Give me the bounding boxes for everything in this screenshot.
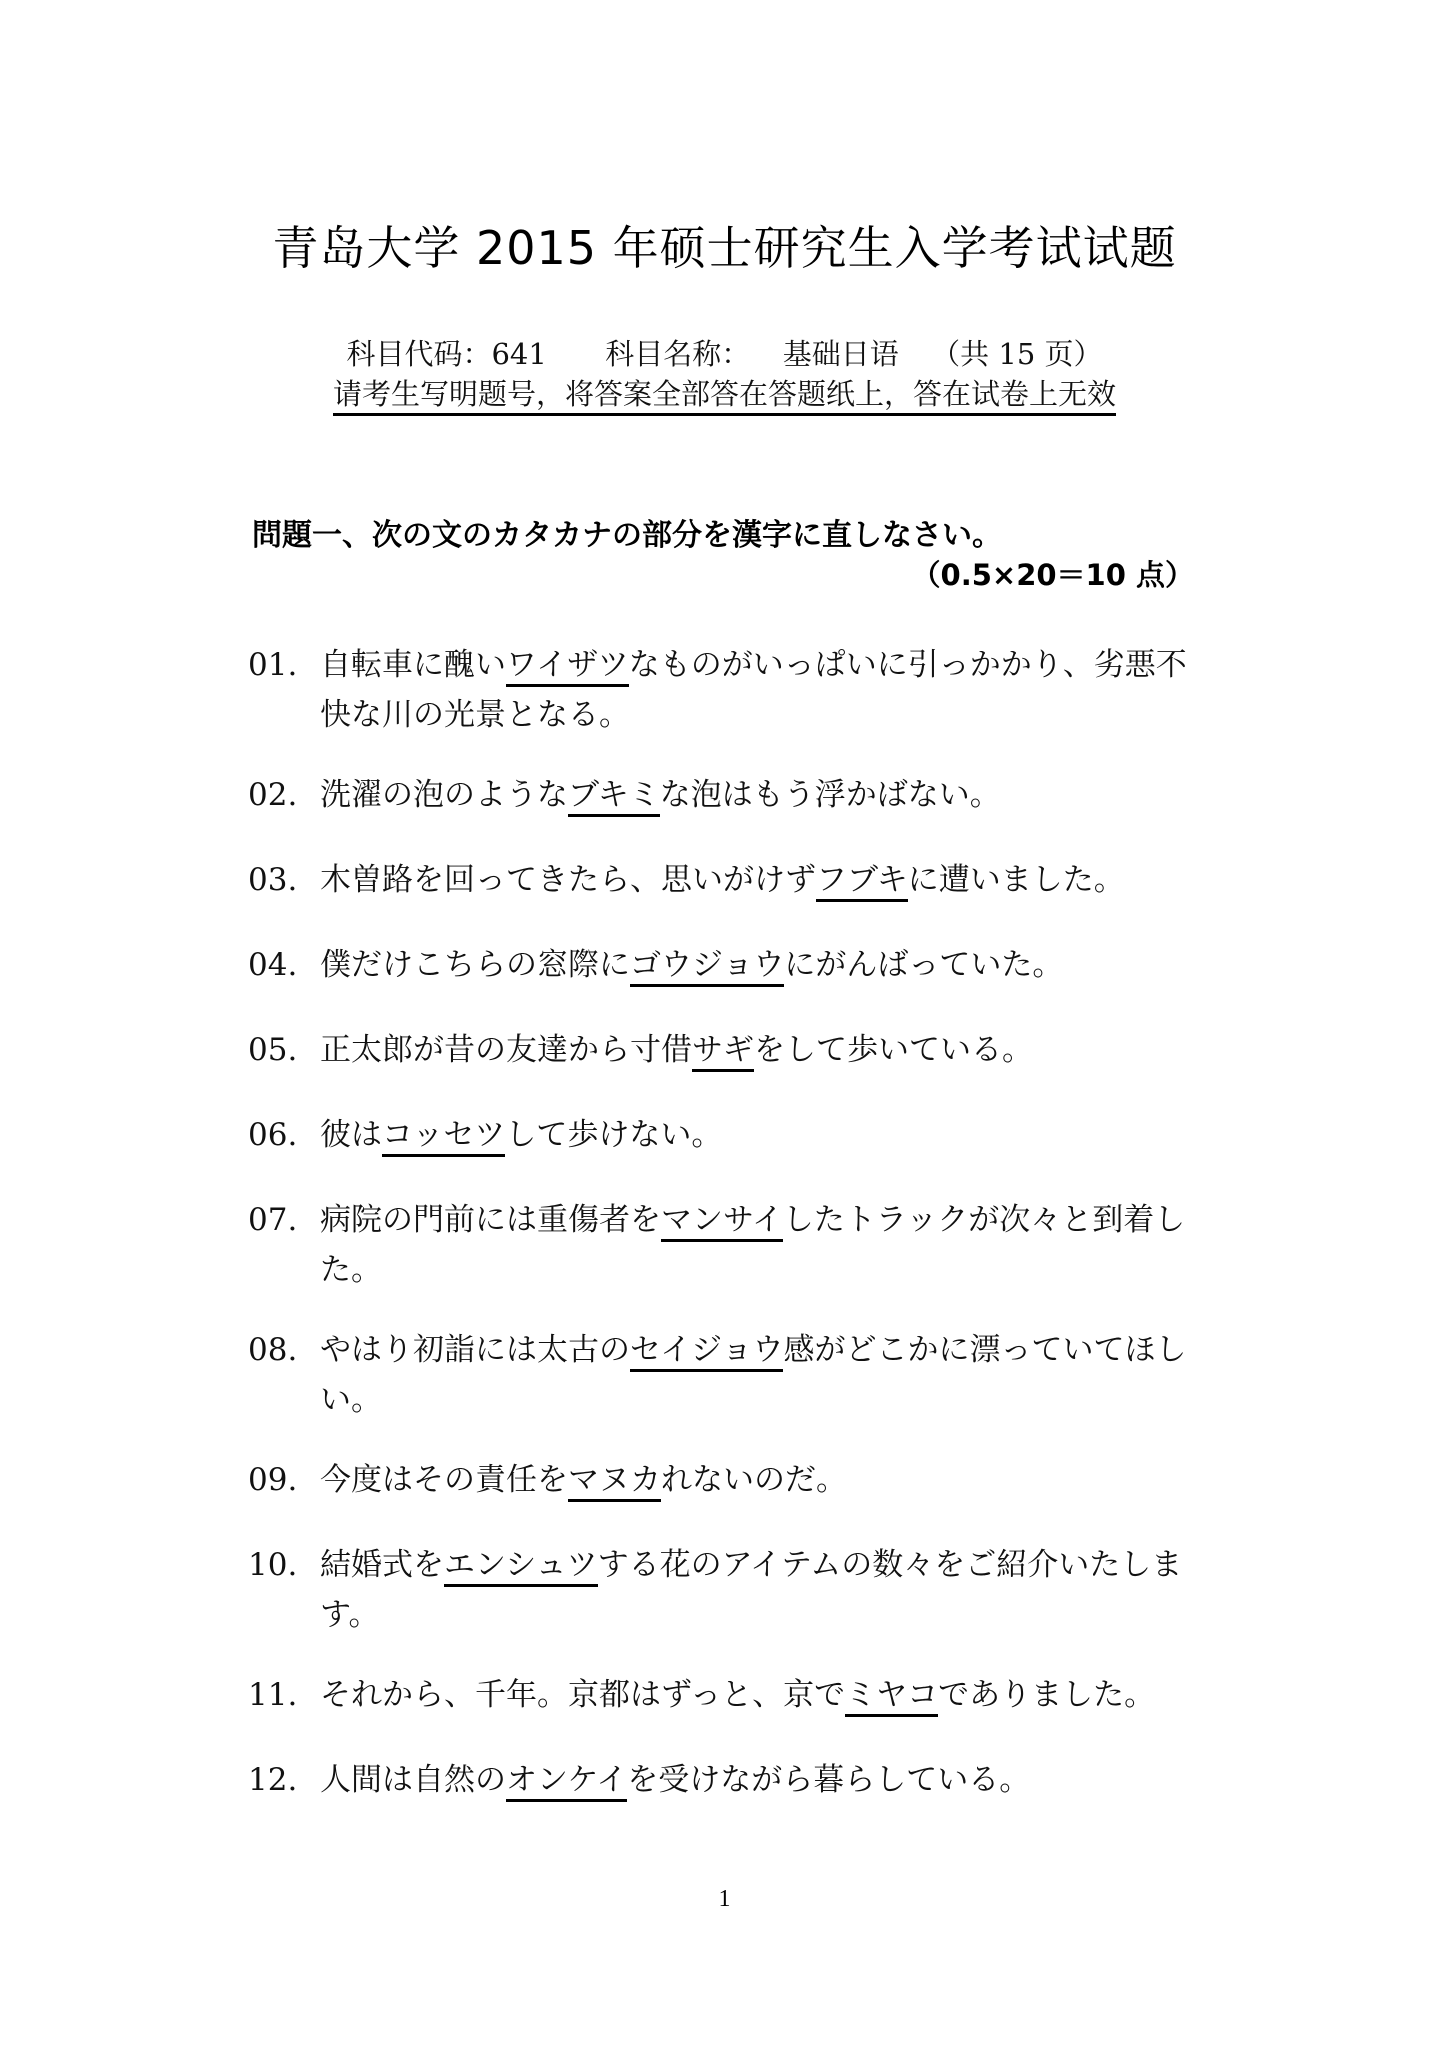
question-item — [248, 1110, 1208, 1160]
question-item — [248, 1025, 1208, 1075]
section-score: （0.5×20＝10 点） — [911, 558, 1194, 592]
question-item — [248, 1670, 1208, 1720]
exam-title: 青岛大学 2015 年硕士研究生入学考试试题 — [272, 221, 1177, 275]
text-after: をして歩いている。 — [754, 1032, 1033, 1068]
question-text — [320, 940, 1208, 990]
question-item — [248, 940, 1208, 990]
subject-code: 科目代码：641 — [346, 337, 547, 371]
question-item — [248, 1455, 1208, 1505]
underlined-katakana: フブキ — [816, 862, 908, 902]
question-number: 08. — [248, 1332, 298, 1368]
question-item — [248, 1195, 1208, 1295]
text-before: それから、千年。京都はずっと、京で — [320, 1677, 846, 1713]
question-text — [320, 1325, 1208, 1425]
text-before: 木曽路を回ってきたら、思いがけず — [320, 862, 816, 898]
question-number: 01. — [248, 647, 298, 683]
text-after: して歩けない。 — [505, 1117, 723, 1153]
text-after: 感がどこかに漂っていてほしい。 — [320, 1332, 1187, 1418]
text-before: 自転車に醜い — [320, 647, 506, 683]
question-text — [320, 1755, 1208, 1805]
text-before: 正太郎が昔の友達から寸借 — [320, 1032, 692, 1068]
underlined-katakana: ゴウジョウ — [630, 947, 784, 987]
underlined-katakana: セイジョウ — [630, 1332, 783, 1372]
underlined-katakana: オンケイ — [506, 1762, 627, 1802]
text-before: 今度はその責任を — [320, 1462, 568, 1498]
question-text — [320, 1540, 1208, 1640]
question-number: 05. — [248, 1032, 298, 1068]
text-after: でありました。 — [938, 1677, 1156, 1713]
underlined-katakana: コッセツ — [382, 1117, 505, 1157]
text-before: 僕だけこちらの窓際に — [320, 947, 630, 983]
question-text — [320, 1195, 1208, 1295]
text-before: やはり初詣には太古の — [320, 1332, 630, 1368]
question-number: 02. — [248, 777, 298, 813]
text-after: したトラックが次々と到着した。 — [320, 1202, 1186, 1288]
text-before: 彼は — [320, 1117, 382, 1153]
question-text — [320, 1670, 1208, 1720]
underlined-katakana: ワイザツ — [506, 647, 629, 687]
question-text — [320, 855, 1208, 905]
section-heading: 問題一、次の文のカタカナの部分を漢字に直しなさい。 — [252, 518, 1002, 553]
question-number: 07. — [248, 1202, 298, 1238]
subject-name: 基础日语 — [782, 337, 899, 371]
underlined-katakana: マヌカ — [568, 1462, 661, 1502]
text-before: 人間は自然の — [320, 1762, 506, 1798]
underlined-katakana: エンシュツ — [444, 1547, 598, 1587]
text-before: 病院の門前には重傷者を — [320, 1202, 661, 1238]
question-number: 10. — [248, 1547, 298, 1583]
question-item — [248, 1755, 1208, 1805]
subject-name-label: 科目名称： — [605, 337, 751, 371]
question-item — [248, 1540, 1208, 1640]
exam-notice — [0, 372, 1449, 413]
text-after: する花のアイテムの数々をご紹介いたします。 — [320, 1547, 1183, 1633]
text-before: 結婚式を — [320, 1547, 444, 1583]
page-number: 1 — [718, 1886, 731, 1912]
question-number: 03. — [248, 862, 298, 898]
text-after: なものがいっぱいに引っかかり、劣悪不快な川の光景となる。 — [320, 647, 1187, 733]
underlined-katakana: サギ — [692, 1032, 754, 1072]
question-text — [320, 1455, 1208, 1505]
subject-info — [0, 332, 1449, 373]
question-text — [320, 1025, 1208, 1075]
text-after: な泡はもう浮かばない。 — [659, 777, 1001, 813]
underlined-katakana: ミヤコ — [845, 1677, 938, 1717]
text-after: を受けながら暮らしている。 — [627, 1762, 1031, 1798]
question-text — [320, 640, 1208, 740]
question-number: 06. — [248, 1117, 298, 1153]
question-item — [248, 640, 1208, 740]
question-number: 09. — [248, 1462, 298, 1498]
underlined-katakana: マンサイ — [661, 1202, 783, 1242]
question-item — [248, 1325, 1208, 1425]
question-text — [320, 1110, 1208, 1160]
text-after: にがんばっていた。 — [784, 947, 1064, 983]
text-after: れないのだ。 — [661, 1462, 847, 1498]
text-before: 洗濯の泡のような — [320, 777, 568, 813]
question-item — [248, 855, 1208, 905]
notice-text: 请考生写明题号，将答案全部答在答题纸上，答在试卷上无效 — [333, 377, 1116, 416]
underlined-katakana: ブキミ — [568, 777, 660, 817]
question-number: 04. — [248, 947, 298, 983]
page-count: （共 15 页） — [931, 337, 1103, 371]
question-number: 12. — [248, 1762, 298, 1798]
question-text — [320, 770, 1208, 820]
question-item — [248, 770, 1208, 820]
text-after: に遭いました。 — [907, 862, 1125, 898]
question-number: 11. — [248, 1677, 298, 1713]
